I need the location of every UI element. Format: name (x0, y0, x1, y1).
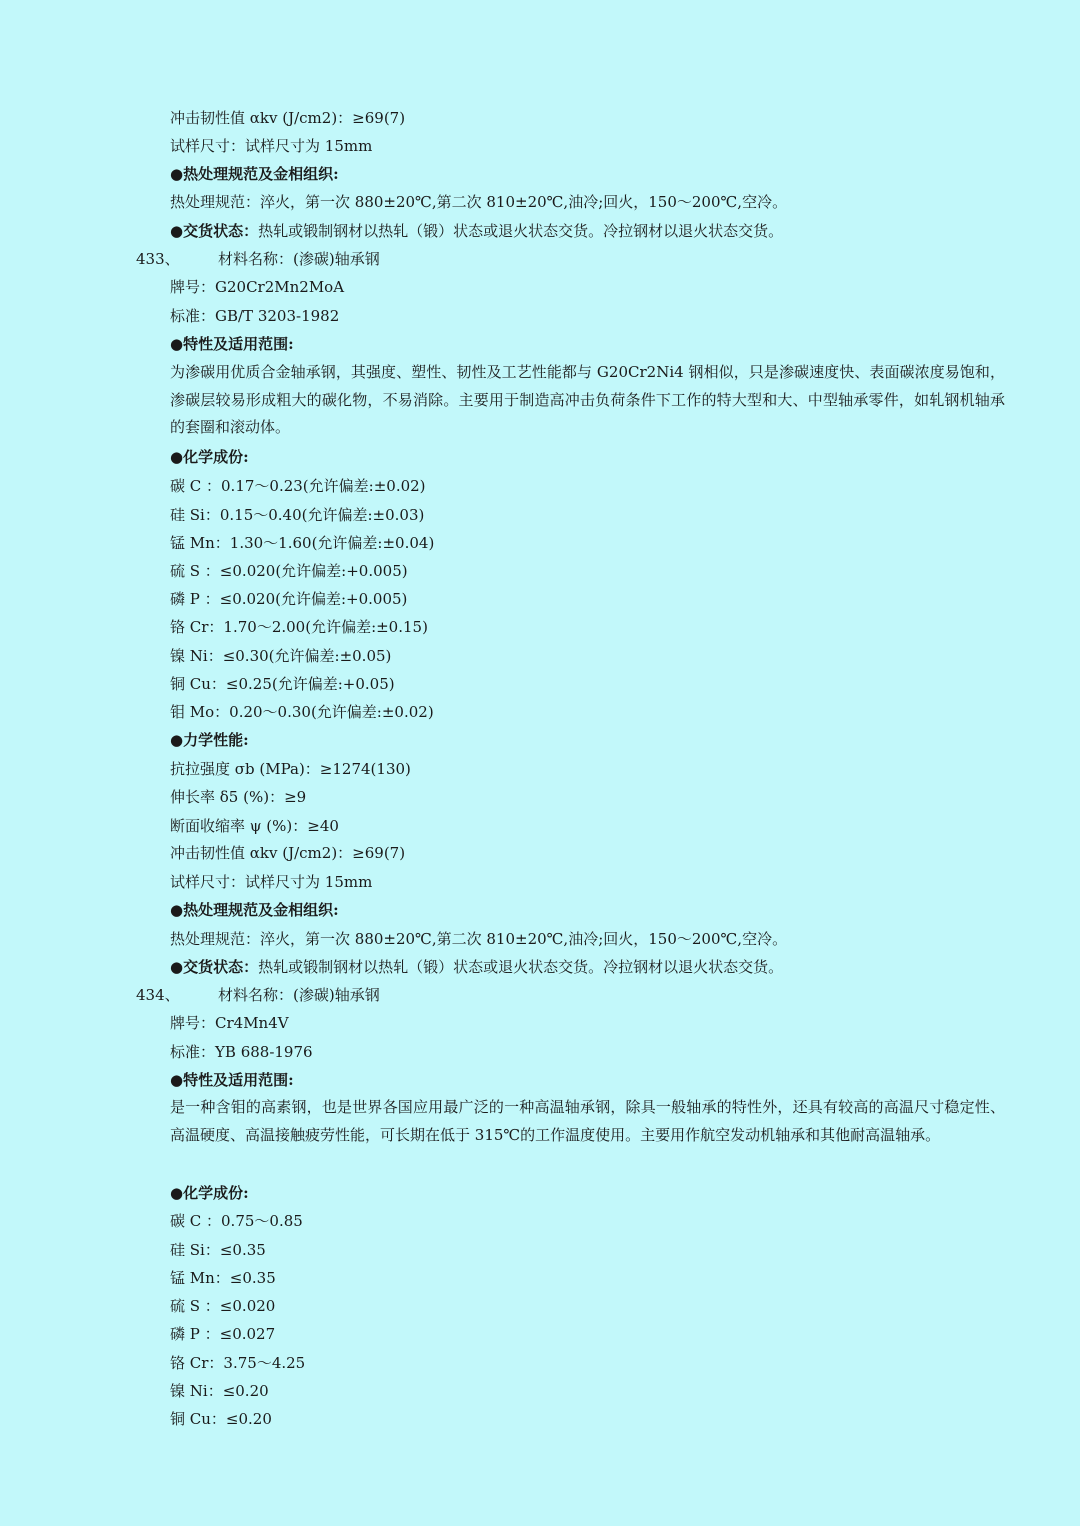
chem-line: 锰 Mn：1.30～1.60(允许偏差:±0.04) (170, 534, 435, 552)
standard: 标准：GB/T 3203-1982 (170, 307, 340, 325)
mech-line: 抗拉强度 σb (MPa)：≥1274(130) (170, 760, 411, 778)
chem-line: 磷 P ：≤0.020(允许偏差:+0.005) (170, 590, 408, 608)
chemistry-heading: ●化学成份: (170, 448, 249, 466)
heat-treatment-spec: 热处理规范：淬火，第一次 880±20℃,第二次 810±20℃,油冷;回火，150～200℃,空冷。 (170, 930, 788, 948)
chem-line: 铬 Cr：1.70～2.00(允许偏差:±0.15) (170, 618, 428, 636)
delivery-label: ●交货状态： (170, 222, 259, 240)
chem-line: 碳 C ：0.17～0.23(允许偏差:±0.02) (170, 477, 426, 495)
chem-line: 磷 P ：≤0.027 (170, 1325, 276, 1343)
mech-line: 伸长率 δ5 (%)：≥9 (170, 788, 307, 806)
mech-line: 冲击韧性值 αkv (J/cm2)：≥69(7) (170, 844, 406, 862)
heat-treatment-spec: 热处理规范：淬火，第一次 880±20℃,第二次 810±20℃,油冷;回火，150～200℃,空冷。 (170, 193, 788, 211)
chem-line: 硅 Si：≤0.35 (170, 1241, 266, 1259)
delivery-text: 热轧或锻制钢材以热轧（锻）状态或退火状态交货。冷拉钢材以退火状态交货。 (258, 222, 784, 240)
mech-line: 断面收缩率 ψ (%)：≥40 (170, 817, 339, 835)
material-name: 材料名称：(渗碳)轴承钢 (218, 250, 380, 268)
delivery-state (170, 957, 783, 977)
item-number: 434、 (136, 986, 180, 1004)
mechanical-heading: ●力学性能: (170, 731, 249, 749)
chem-line: 锰 Mn：≤0.35 (170, 1269, 276, 1287)
chem-line: 硫 S ：≤0.020 (170, 1297, 276, 1315)
grade: 牌号：Cr4Mn4V (170, 1014, 289, 1032)
heat-treatment-heading: ●热处理规范及金相组织: (170, 165, 339, 183)
item-number: 433、 (136, 250, 180, 268)
chemistry-heading: ●化学成份: (170, 1184, 249, 1202)
chem-line: 硫 S ：≤0.020(允许偏差:+0.005) (170, 562, 408, 580)
chem-line: 碳 C ：0.75～0.85 (170, 1212, 303, 1230)
chem-line: 铜 Cu：≤0.20 (170, 1410, 272, 1428)
properties-heading: ●特性及适用范围: (170, 335, 294, 353)
delivery-text: 热轧或锻制钢材以热轧（锻）状态或退火状态交货。冷拉钢材以退火状态交货。 (258, 958, 784, 976)
delivery-state (170, 221, 783, 241)
properties-text: 为渗碳用优质合金轴承钢，其强度、塑性、韧性及工艺性能都与 G20Cr2Ni4 钢相似，只是渗碳速度快、表面碳浓度易饱和，渗碳层较易形成粗大的碳化物，不易消除。主要用于制造高冲击负荷条件下工作的特大型和大、中型轴承零件，如轧钢机轴承的套圈和滚动体。 (170, 363, 1005, 436)
material-name: 材料名称：(渗碳)轴承钢 (218, 986, 380, 1004)
properties-heading: ●特性及适用范围: (170, 1071, 294, 1089)
chem-line: 镍 Ni：≤0.30(允许偏差:±0.05) (170, 647, 392, 665)
chem-line: 镍 Ni：≤0.20 (170, 1382, 269, 1400)
mech-line: 试样尺寸：试样尺寸为 15mm (170, 873, 373, 891)
standard: 标准：YB 688-1976 (170, 1043, 313, 1061)
heat-treatment-heading: ●热处理规范及金相组织: (170, 901, 339, 919)
impact-value: 冲击韧性值 αkv (J/cm2)：≥69(7) (170, 109, 406, 127)
sample-size: 试样尺寸：试样尺寸为 15mm (170, 137, 373, 155)
delivery-label: ●交货状态： (170, 958, 259, 976)
grade: 牌号：G20Cr2Mn2MoA (170, 278, 345, 296)
properties-text: 是一种含钼的高素钢，也是世界各国应用最广泛的一种高温轴承钢，除具一般轴承的特性外，还具有较高的高温尺寸稳定性、高温硬度、高温接触疲劳性能，可长期在低于 315℃的工作温度使用。主要用作航空发动机轴承和其他耐高温轴承。 (170, 1098, 1005, 1144)
chem-line: 硅 Si：0.15～0.40(允许偏差:±0.03) (170, 506, 425, 524)
chem-line: 铬 Cr：3.75～4.25 (170, 1354, 306, 1372)
chem-line: 钼 Mo：0.20～0.30(允许偏差:±0.02) (170, 703, 434, 721)
chem-line: 铜 Cu：≤0.25(允许偏差:+0.05) (170, 675, 395, 693)
